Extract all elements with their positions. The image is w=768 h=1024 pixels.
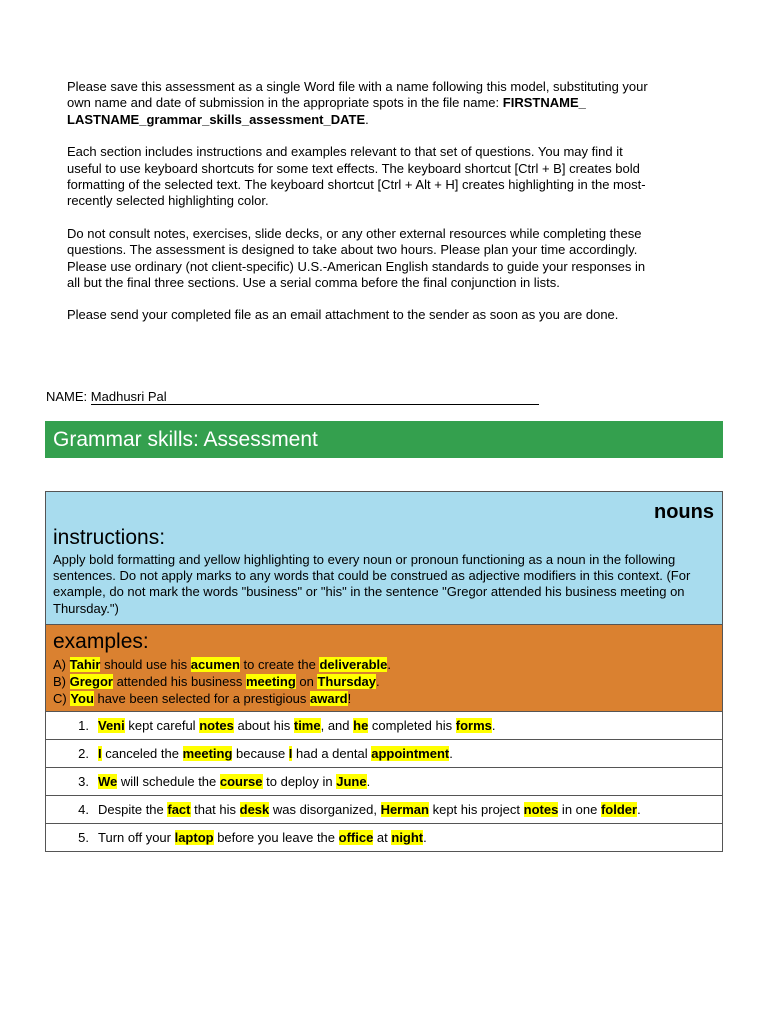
highlighted-noun: Veni	[98, 718, 125, 733]
highlighted-noun: folder	[600, 802, 638, 817]
example-item	[53, 690, 391, 707]
assessment-banner: Grammar skills: Assessment	[45, 421, 723, 458]
highlighted-noun: forms	[455, 718, 492, 733]
highlighted-noun: appointment	[371, 746, 450, 761]
instructions-body: Apply bold formatting and yellow highlighting to every noun or pronoun functioning as a noun in the following sentences. Do not apply marks to any words that could be construed as adjective modifiers in this context. (For example, do not mark the words "business" or "his" in the sentence "Gregor attended his business meeting on Thursday.")	[53, 552, 691, 616]
question-text[interactable]	[98, 768, 370, 796]
sentence-text: to deploy in	[262, 774, 337, 789]
sentence-text: should use his	[100, 657, 191, 672]
highlighted-noun: Tahir	[69, 657, 101, 672]
question-row[interactable]	[46, 768, 722, 796]
sentence-text: in one	[558, 802, 601, 817]
examples-panel	[46, 625, 722, 712]
question-row[interactable]	[46, 712, 722, 740]
highlighted-noun: acumen	[190, 657, 240, 672]
sentence-text: have been selected for a prestigious	[93, 691, 311, 706]
question-row[interactable]	[46, 824, 722, 852]
sentence-text: .	[449, 746, 453, 761]
highlighted-noun: laptop	[174, 830, 214, 845]
question-number: 4.	[78, 802, 89, 817]
sentence-text: .	[376, 674, 380, 689]
name-field[interactable]: Madhusri Pal	[91, 390, 539, 405]
question-text[interactable]	[98, 796, 641, 824]
sentence-text: .	[637, 802, 641, 817]
sentence-text: attended his business	[112, 674, 246, 689]
sentence-text: C)	[53, 691, 71, 706]
filename-model: FIRSTNAME_ LASTNAME_grammar_skills_assessment_DATE	[67, 95, 586, 127]
sentence-text: had a dental	[292, 746, 372, 761]
instructions-heading: instructions:	[53, 526, 166, 549]
name-line	[46, 389, 539, 405]
example-item	[53, 656, 391, 673]
highlighted-noun: notes	[523, 802, 559, 817]
sentence-text: , and	[320, 718, 354, 733]
highlighted-noun: desk	[239, 802, 270, 817]
sentence-text: .	[491, 718, 496, 733]
sentence-text: canceled the	[101, 746, 183, 761]
highlighted-noun: You	[70, 691, 94, 706]
highlighted-noun: We	[98, 774, 118, 789]
section-topic: nouns	[654, 501, 714, 523]
highlighted-noun: he	[353, 718, 369, 733]
highlighted-noun: office	[338, 830, 374, 845]
intro-paragraph-3: Do not consult notes, exercises, slide decks, or any other external resources while completing these questions. The assessment is designed to take about two hours. Please plan your time accordingly. Please use ordinary (not client-specific) U.S.-American English standards to guide your responses in all but the final three sections. Use a serial comma before the final conjunction in lists.	[67, 225, 646, 291]
highlighted-noun: meeting	[182, 746, 233, 761]
sentence-text: kept careful	[124, 718, 200, 733]
sentence-text: .	[423, 830, 427, 845]
question-number: 3.	[78, 774, 89, 789]
examples-list	[53, 656, 391, 707]
highlighted-noun: Thursday	[317, 674, 376, 689]
sentence-text: Turn off your	[98, 830, 175, 845]
question-number: 5.	[78, 830, 89, 845]
question-text[interactable]	[98, 712, 495, 740]
highlighted-noun: meeting	[245, 674, 296, 689]
highlighted-noun: fact	[167, 802, 191, 817]
intro-instructions	[67, 79, 657, 340]
question-row[interactable]	[46, 796, 722, 824]
question-number: 1.	[78, 718, 89, 733]
example-item	[53, 673, 391, 690]
sentence-text: will schedule the	[117, 774, 220, 789]
highlighted-noun: I	[98, 746, 102, 761]
question-row[interactable]	[46, 740, 722, 768]
examples-heading: examples:	[53, 630, 149, 653]
question-text[interactable]	[98, 824, 427, 852]
intro-paragraph-2: Each section includes instructions and examples relevant to that set of questions. You may find it useful to use keyboard shortcuts for some text effects. The keyboard shortcut [Ctrl + B] creates bold formatting of the selected text. The keyboard shortcut [Ctrl + Alt + H] creates highlighting in the most-recently selected highlighting color.	[67, 144, 646, 209]
highlighted-noun: June	[336, 774, 367, 789]
highlighted-noun: award	[310, 691, 348, 706]
highlighted-noun: course	[219, 774, 263, 789]
highlighted-noun: Herman	[380, 802, 429, 817]
highlighted-noun: notes	[199, 718, 234, 733]
sentence-text: because	[232, 746, 289, 761]
highlighted-noun: time	[293, 718, 321, 733]
sentence-text: .	[387, 657, 391, 672]
name-label: NAME:	[46, 389, 91, 404]
sentence-text: to create the	[239, 657, 320, 672]
sentence-text: A)	[53, 657, 70, 672]
sentence-text: at	[373, 830, 392, 845]
highlighted-noun: Gregor	[69, 674, 113, 689]
sentence-text: .	[366, 774, 371, 789]
sentence-text: that his	[190, 802, 240, 817]
highlighted-noun: night	[391, 830, 424, 845]
sentence-text: before you leave the	[213, 830, 339, 845]
question-text[interactable]	[98, 740, 453, 768]
question-number: 2.	[78, 746, 89, 761]
sentence-text: Despite the	[98, 802, 168, 817]
sentence-text: about his	[233, 718, 294, 733]
highlighted-noun: deliverable	[319, 657, 388, 672]
sentence-text: completed his	[368, 718, 456, 733]
sentence-text: on	[295, 674, 318, 689]
intro-paragraph-4: Please send your completed file as an email attachment to the sender as soon as you are done.	[67, 307, 619, 323]
intro-paragraph-1: Please save this assessment as a single Word file with a name following this model, substituting your own name and date of submission in the appropriate spots in the file name: FIRSTNAME_ LASTNAME_grammar_skills_assessment_DATE.	[67, 79, 648, 127]
sentence-text: was disorganized,	[269, 802, 381, 817]
instructions-panel	[46, 492, 722, 625]
nouns-section	[45, 491, 723, 852]
highlighted-noun: I	[288, 746, 293, 761]
sentence-text: !	[347, 691, 352, 706]
sentence-text: kept his project	[428, 802, 524, 817]
sentence-text: B)	[53, 674, 70, 689]
